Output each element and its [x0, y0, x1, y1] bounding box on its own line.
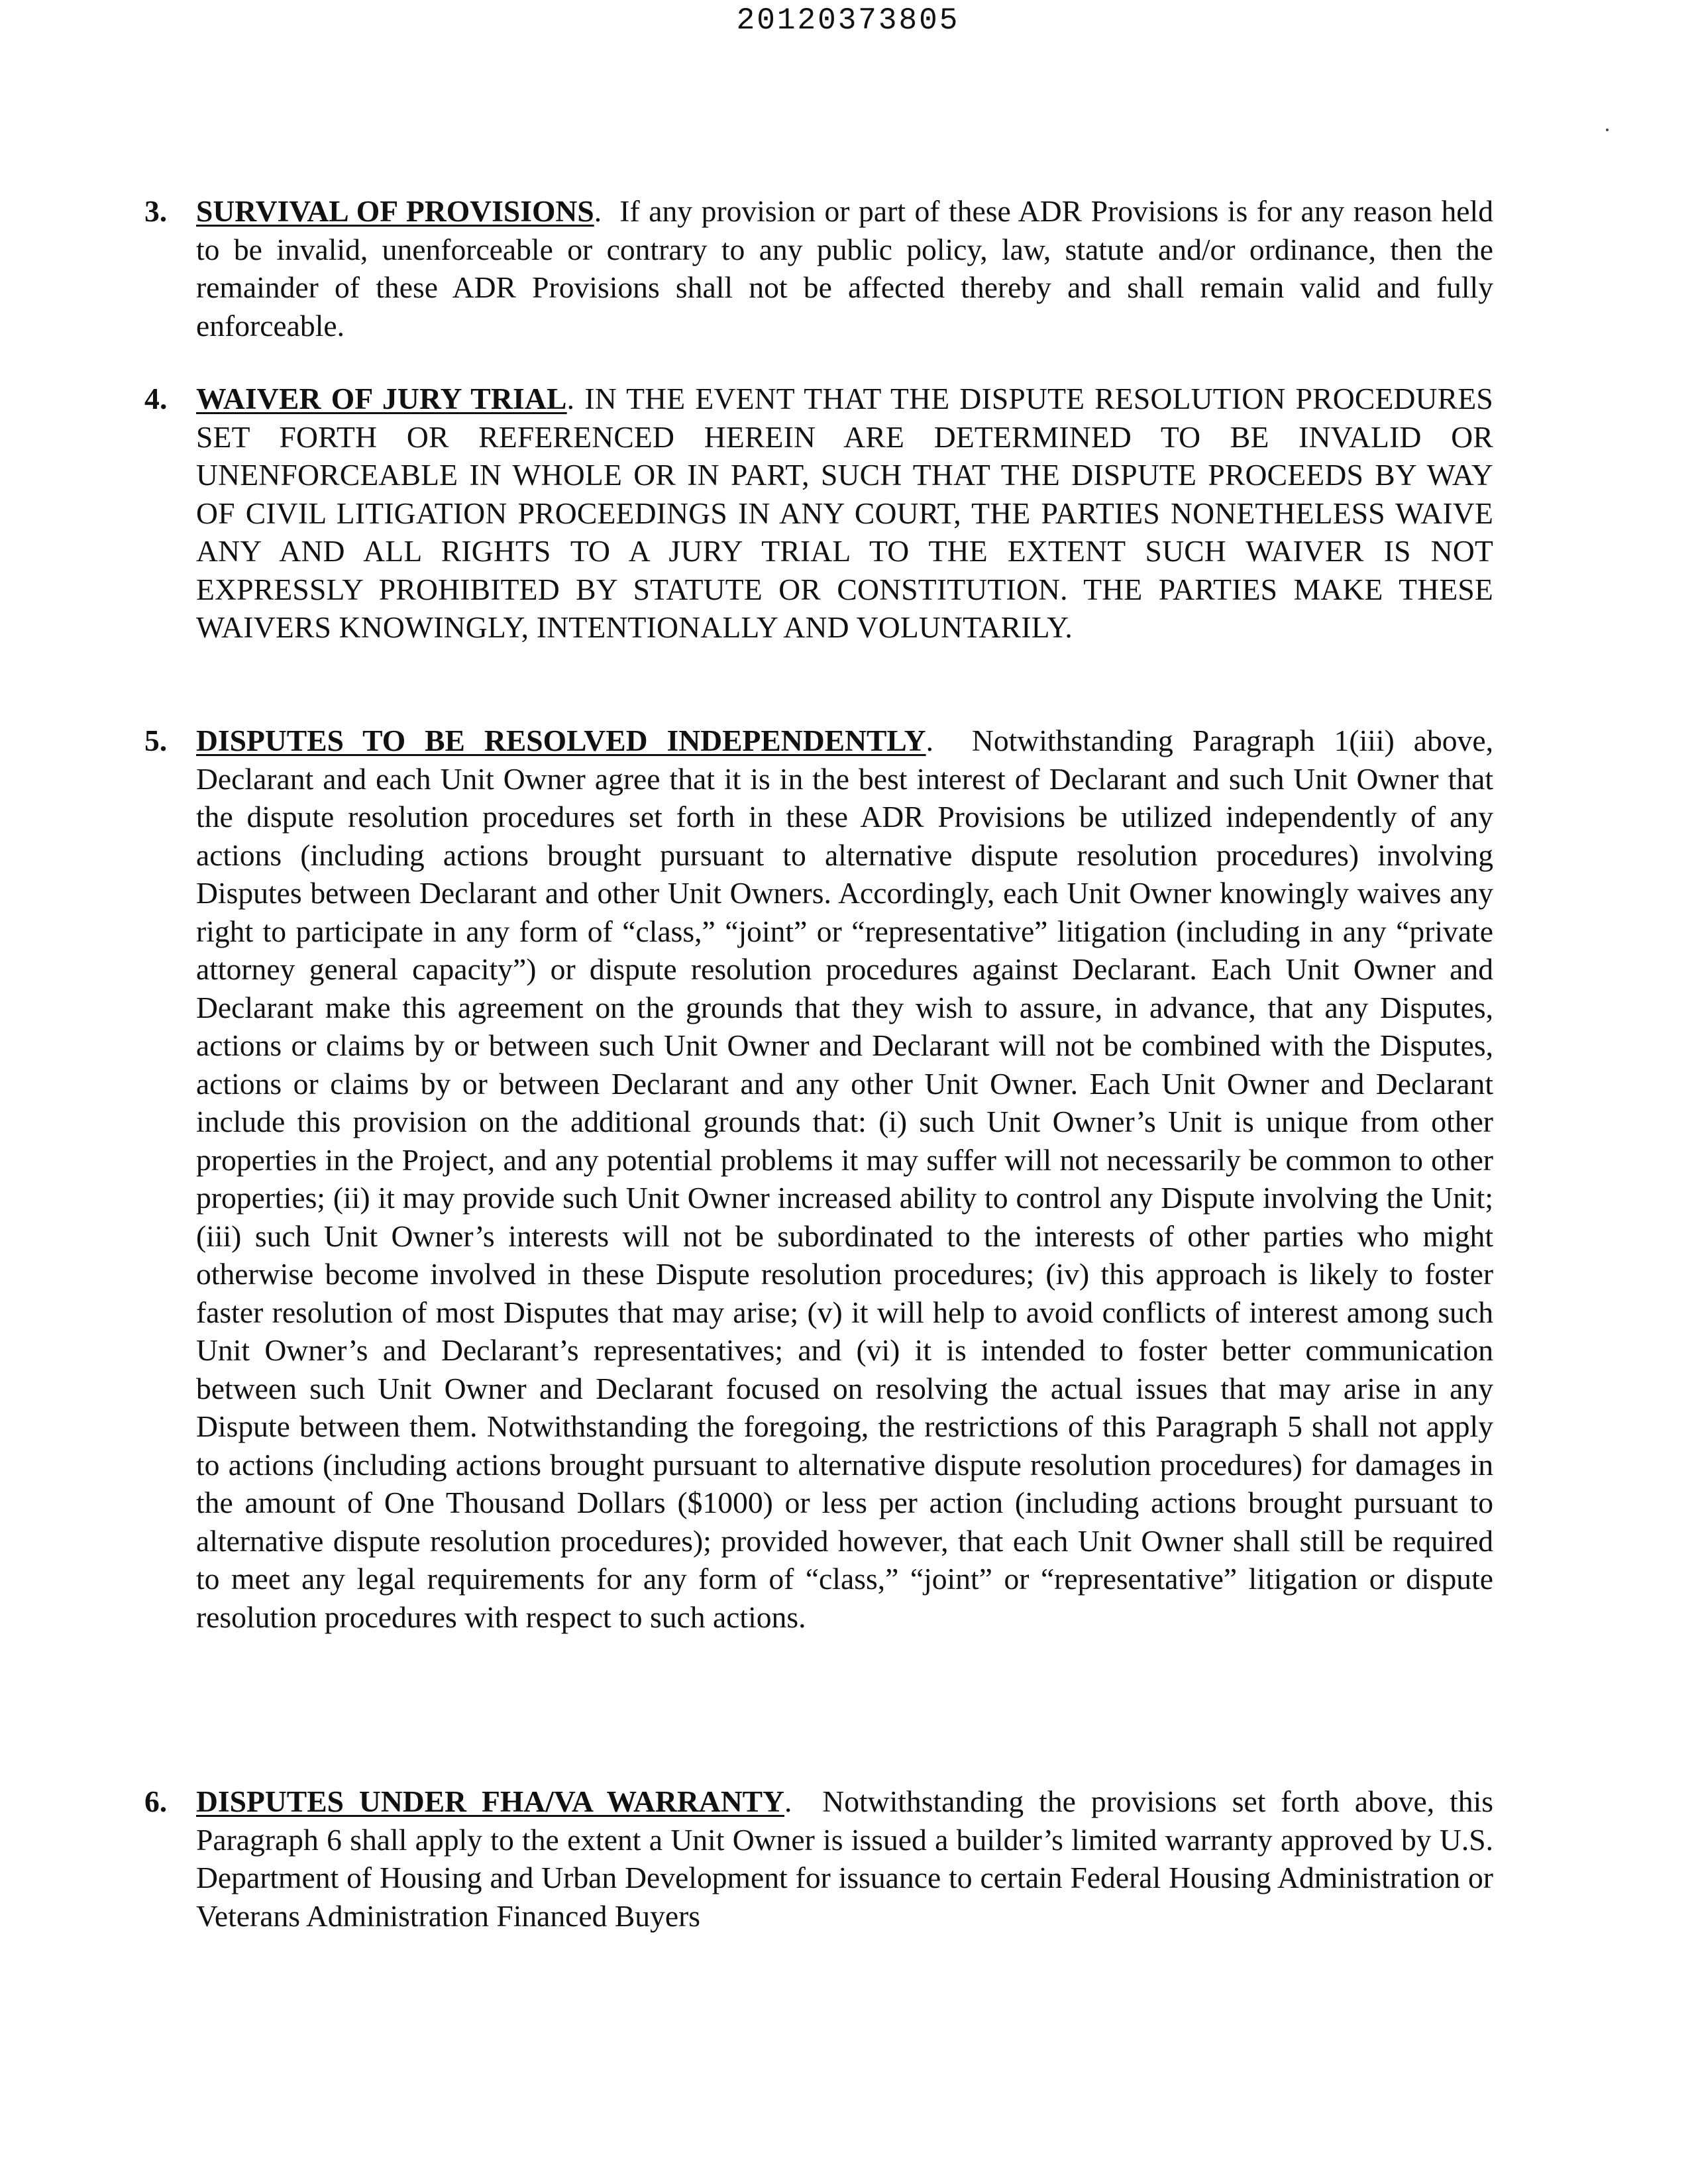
heading-punctuation: .: [566, 382, 575, 415]
section-number: 4.: [144, 382, 168, 415]
document-number: 20120373805: [736, 3, 960, 38]
section-number: 6.: [144, 1784, 168, 1818]
section-heading: SURVIVAL OF PROVISIONS: [196, 194, 594, 228]
section-body: If any provision or part of these ADR Provisions is for any reason held to be invalid, unenforceable or contrary to any public policy, law, statute and/or ordinance, then the remainder of these ADR Provisions shall not be affected thereby and shall remain valid and fully enforceable.: [196, 194, 1494, 343]
section-number: 3.: [144, 194, 168, 228]
heading-punctuation: .: [926, 724, 933, 757]
section-heading: WAIVER OF JURY TRIAL: [196, 382, 567, 415]
section-body: Notwithstanding Paragraph 1(iii) above, Declarant and each Unit Owner agree that it is in the best interest of Declarant and such Unit Owner that the dispute resolution procedures set forth in these ADR Provisions be utilized independently of any actions (including actions brought pursuant to alternative dispute resolution procedures) involving Disputes between Declarant and other Unit Owners. Accordingly, each Unit Owner knowingly waives any right to participate in any form of “class,” “joint” or “representative” litigation (including in any “private attorney general capacity”) or dispute resolution procedures against Declarant. Each Unit Owner and Declarant make this agreement on the grounds that they wish to assure, in advance, that any Disputes, actions or claims by or between such Unit Owner and Declarant will not be combined with the Disputes, actions or claims by or between Declarant and any other Unit Owner. Each Unit Owner and Declarant include this provision on the additional grounds that: (i) such Unit Owner’s Unit is unique from other properties in the Project, and any potential problems it may suffer will not necessarily be common to other properties; (ii) it may provide such Unit Owner increased ability to control any Dispute involving the Unit; (iii) such Unit Owner’s interests will not be subordinated to the interests of other parties who might otherwise become involved in these Dispute resolution procedures; (iv) this approach is likely to foster faster resolution of most Disputes that may arise; (v) it will help to avoid conflicts of interest among such Unit Owner’s and Declarant’s representatives; and (vi) it is intended to foster better communication between such Unit Owner and Declarant focused on resolving the actual issues that may arise in any Dispute between them. Notwithstanding the foregoing, the restrictions of this Paragraph 5 shall not apply to actions (including actions brought pursuant to alternative dispute resolution procedures) for damages in the amount of One Thousand Dollars ($1000) or less per action (including actions brought pursuant to alternative dispute resolution procedures); provided however, that each Unit Owner shall still be required to meet any legal requirements for any form of “class,” “joint” or “representative” litigation or dispute resolution procedures with respect to such actions.: [196, 724, 1494, 1634]
section-heading: DISPUTES TO BE RESOLVED INDEPENDENTLY: [196, 724, 926, 757]
heading-punctuation: .: [594, 194, 602, 228]
section-waiver-of-jury-trial: [144, 380, 1493, 647]
section-heading: DISPUTES UNDER FHA/VA WARRANTY: [196, 1784, 784, 1818]
section-body: IN THE EVENT THAT THE DISPUTE RESOLUTION PROCEDURES SET FORTH OR REFERENCED HEREIN ARE DETERMINED TO BE INVALID OR UNENFORCEABLE IN WHOLE OR IN PART, SUCH THAT THE DISPUTE PROCEEDS BY WAY OF CIVIL LITIGATION PROCEEDINGS IN ANY COURT, THE PARTIES NONETHELESS WAIVE ANY AND ALL RIGHTS TO A JURY TRIAL TO THE EXTENT SUCH WAIVER IS NOT EXPRESSLY PROHIBITED BY STATUTE OR CONSTITUTION. THE PARTIES MAKE THESE WAIVERS KNOWINGLY, INTENTIONALLY AND VOLUNTARILY.: [196, 382, 1493, 644]
section-body: Notwithstanding the provisions set forth above, this Paragraph 6 shall apply to the extent a Unit Owner is issued a builder’s limited warranty approved by U.S. Department of Housing and Urban Development for issuance to certain Federal Housing Administration or Veterans Administration Financed Buyers: [196, 1784, 1493, 1933]
heading-punctuation: .: [784, 1784, 792, 1818]
section-disputes-resolved-independently: [144, 722, 1494, 1636]
scan-speck: [1606, 129, 1609, 131]
section-disputes-under-fha-va-warranty: [144, 1782, 1493, 1935]
section-number: 5.: [144, 724, 168, 757]
section-survival-of-provisions: [144, 192, 1494, 345]
